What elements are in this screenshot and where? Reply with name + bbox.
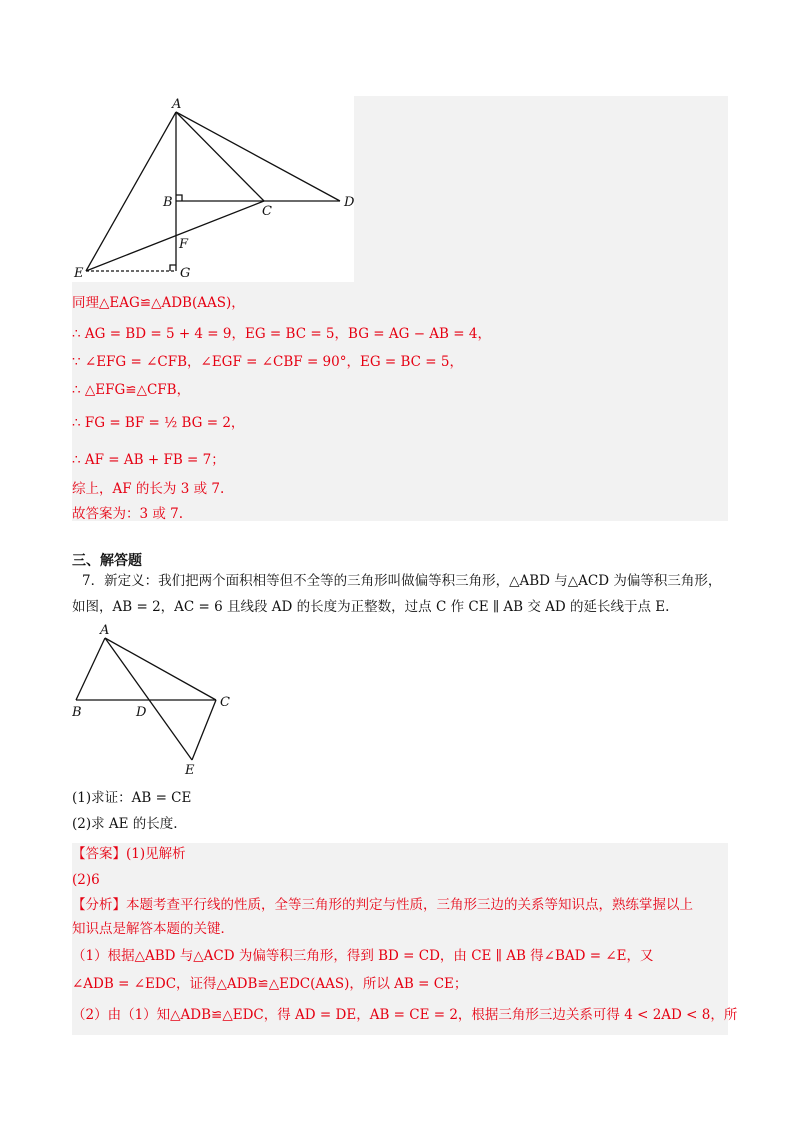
question-line-2: 如图，AB = 2，AC = 6 且线段 AD 的长度为正整数，过点 C 作 CE ∥ AB 交 AD 的延长线于点 E.	[72, 599, 670, 615]
right-angle-B	[176, 195, 182, 201]
label-A: A	[100, 624, 110, 638]
label-E: E	[185, 763, 195, 778]
line-EC	[86, 201, 264, 271]
solution-line-6: ∴ AF = AB + FB = 7；	[72, 452, 225, 468]
label-C: C	[220, 695, 230, 710]
right-angle-G	[170, 265, 176, 271]
line-AD	[176, 112, 340, 201]
label-G: G	[180, 266, 191, 281]
label-A: A	[172, 97, 182, 112]
label-B: B	[72, 705, 82, 720]
geometry-figure-1	[72, 96, 354, 282]
analysis-line-2: 知识点是解答本题的关键．	[72, 921, 234, 937]
line-AE	[105, 638, 192, 760]
line-AB	[76, 638, 105, 700]
line-CE	[192, 700, 216, 760]
question-line-1: 7．新定义：我们把两个面积相等但不全等的三角形叫做偏等积三角形，△ABD 与△ACD 为偏等积三角形，	[82, 573, 722, 589]
analysis-tag: 【分析】	[72, 897, 126, 913]
solution-line-3: ∵ ∠EFG = ∠CFB，∠EGF = ∠CBF = 90°，EG = BC = 5，	[72, 354, 463, 370]
answer-tag: 【答案】	[72, 846, 126, 862]
question-part-1: (1)求证：AB = CE	[72, 790, 192, 806]
figure-1	[72, 96, 354, 282]
label-D: D	[344, 195, 354, 210]
solution-line-8: 故答案为：3 或 7.	[72, 506, 184, 522]
line-AC	[176, 112, 264, 201]
step2-line-1: （2）由（1）知△ADB≌△EDC，得 AD = DE，AB = CE = 2，根据三角形三边关系可得 4 < 2AD < 8，所	[72, 1007, 738, 1023]
label-D: D	[136, 705, 147, 720]
label-B: B	[163, 195, 173, 210]
label-E: E	[74, 266, 84, 281]
step1-line-1: （1）根据△ABD 与△ACD 为偏等积三角形，得到 BD = CD，由 CE ∥ AB 得∠BAD = ∠E，又	[72, 948, 654, 964]
answer-part-1: (1)见解析	[126, 846, 186, 862]
figure-2	[72, 624, 252, 779]
label-F: F	[179, 237, 189, 252]
answer-part-2: (2)6	[72, 872, 100, 888]
answer-line-1	[72, 845, 186, 863]
label-C: C	[262, 204, 272, 219]
analysis-line-1	[72, 896, 693, 914]
solution-line-7: 综上，AF 的长为 3 或 7.	[72, 481, 225, 497]
line-AE	[86, 112, 176, 271]
solution-line-4: ∴ △EFG≌△CFB，	[72, 382, 191, 398]
step1-line-2: ∠ADB = ∠EDC，证得△ADB≌△EDC(AAS)，所以 AB = CE；	[72, 976, 468, 992]
section-title: 三、解答题	[72, 553, 142, 569]
solution-line-1: 同理△EAG≌△ADB(AAS)，	[72, 295, 245, 311]
solution-line-2: ∴ AG = BD = 5 + 4 = 9，EG = BC = 5，BG = AG − AB = 4，	[72, 326, 491, 342]
question-part-2: (2)求 AE 的长度.	[72, 816, 178, 832]
solution-line-5: ∴ FG = BF = ½ BG = 2，	[72, 415, 245, 431]
analysis-text-1: 本题考查平行线的性质，全等三角形的判定与性质，三角形三边的关系等知识点，熟练掌握以上	[126, 897, 693, 913]
geometry-figure-2	[72, 624, 252, 779]
line-AC	[105, 638, 216, 700]
